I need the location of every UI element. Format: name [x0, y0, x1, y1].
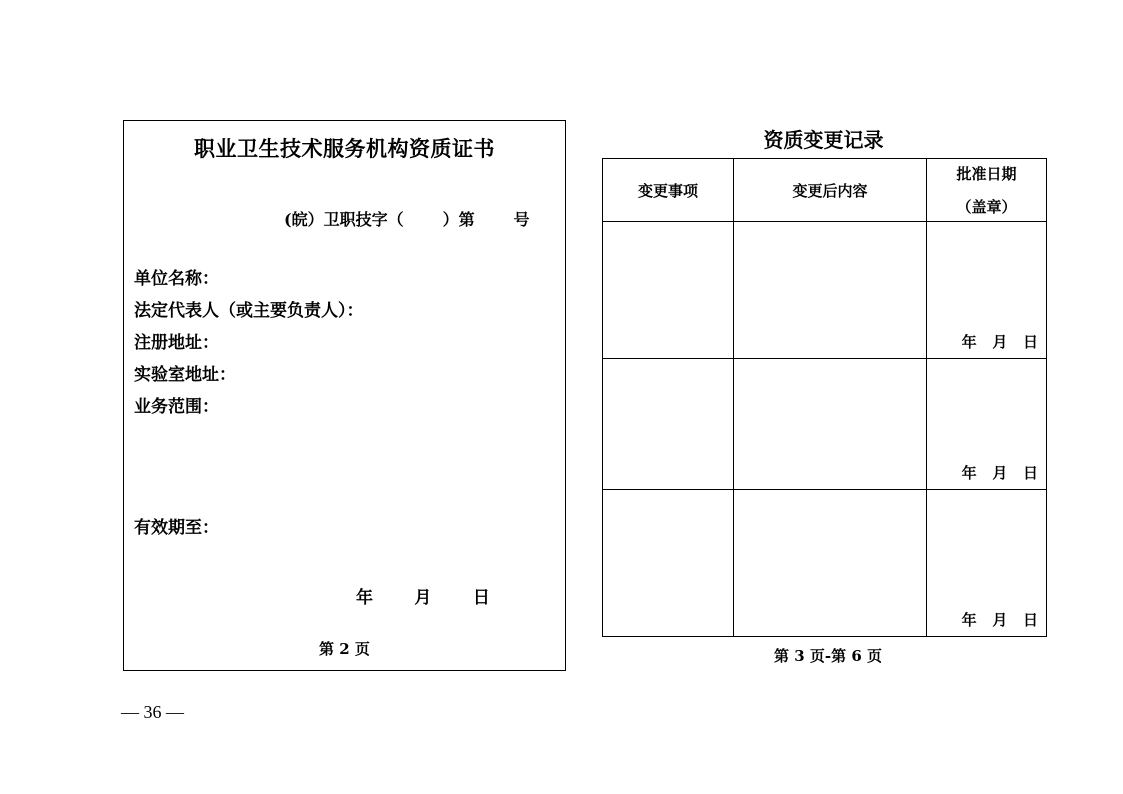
- table-row: [603, 359, 1047, 490]
- cell-approval-date: [927, 222, 1047, 359]
- header-seal-label: （盖章）: [956, 198, 1017, 216]
- certificate-page-label: 第 2 页: [319, 640, 370, 658]
- cell-approval-date: [927, 490, 1047, 637]
- field-legal-representative: 法定代表人（或主要负责人）：: [134, 301, 364, 321]
- date-label: 年 月 日: [961, 464, 1038, 482]
- certificate-date-line: 年 月 日: [356, 588, 490, 608]
- field-lab-address: 实验室地址：: [134, 365, 236, 385]
- field-business-scope: 业务范围：: [134, 397, 219, 417]
- cell-approval-date: [927, 359, 1047, 490]
- header-change-content: 变更后内容: [734, 159, 927, 222]
- cell-change-content: [734, 359, 927, 490]
- certificate-number-line: (皖）卫职技字（ ）第 号: [284, 210, 530, 229]
- cell-change-content: [734, 490, 927, 637]
- field-unit-name: 单位名称：: [134, 269, 219, 289]
- header-approval-date: [927, 159, 1047, 222]
- change-record-title: 资质变更记录: [763, 128, 884, 152]
- field-registered-address: 注册地址：: [134, 333, 219, 353]
- table-header-row: [603, 159, 1047, 222]
- cell-change-item: [603, 490, 734, 637]
- date-label: 年 月 日: [961, 611, 1038, 629]
- change-record-table: [602, 158, 1047, 637]
- header-change-item: 变更事项: [603, 159, 734, 222]
- date-label: 年 月 日: [961, 333, 1038, 351]
- certificate-title: 职业卫生技术服务机构资质证书: [194, 136, 495, 161]
- header-approval-date-label: 批准日期: [956, 165, 1017, 183]
- page-number: — 36 —: [121, 702, 184, 722]
- table-row: [603, 222, 1047, 359]
- cell-change-item: [603, 222, 734, 359]
- table-row: [603, 490, 1047, 637]
- field-valid-until: 有效期至：: [134, 518, 219, 538]
- cell-change-content: [734, 222, 927, 359]
- certificate-panel: [123, 120, 566, 671]
- cell-change-item: [603, 359, 734, 490]
- change-record-page-label: 第 3 页-第 6 页: [774, 647, 882, 665]
